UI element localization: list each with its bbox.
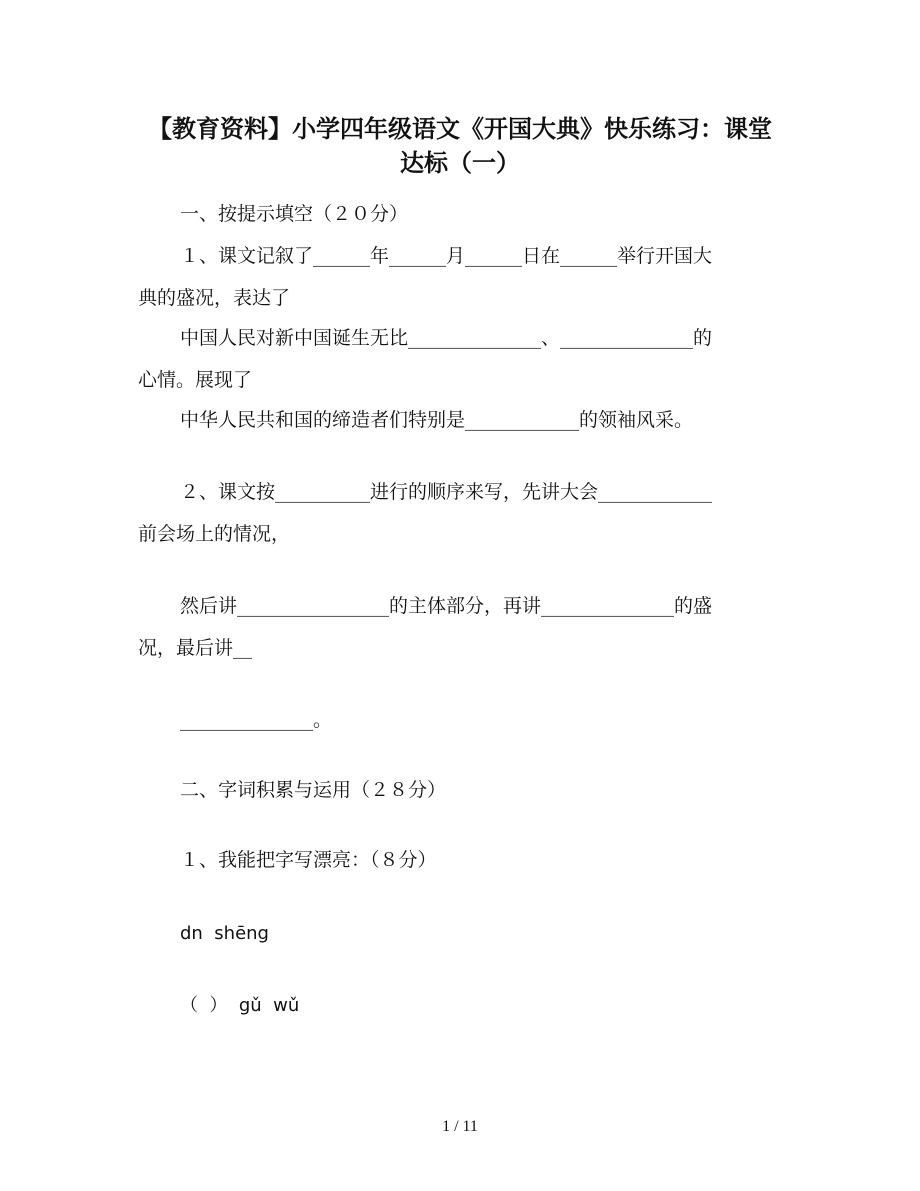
q2-line-4: 况，最后讲__ (138, 637, 253, 659)
q1-line-5: 中华人民共和国的缔造者们特别是____________的领袖风采。 (180, 409, 694, 431)
q2-line-3: 然后讲________________的主体部分，再讲______________的盛 (180, 595, 713, 617)
q1-line-1: １、课文记叙了______年______月______日在______举行开国大 (180, 245, 713, 267)
q2-line-1: ２、课文按__________进行的顺序来写，先讲大会____________ (180, 481, 713, 503)
q1-line-4: 心情。展现了 (138, 369, 253, 391)
pinyin-line-2: （ ） gǔ wǔ (180, 995, 300, 1016)
q1-line-2: 典的盛况，表达了 (138, 287, 291, 309)
title-line-1: 【教育资料】小学四年级语文《开国大典》快乐练习：课堂 (148, 114, 772, 143)
q1-line-3: 中国人民对新中国诞生无比______________、______________的 (180, 327, 713, 349)
s2-q1-heading: １、我能把字写漂亮：（８分） (180, 849, 437, 871)
q2-line-5: ______________。 (180, 709, 333, 731)
q2-line-2: 前会场上的情况， (138, 523, 291, 545)
title-line-2: 达标（一） (400, 148, 520, 177)
section-1-heading: 一、按提示填空（２０分） (180, 203, 409, 225)
page-number: 1 / 11 (442, 1118, 478, 1135)
pinyin-line-1: dn shēng (180, 923, 269, 944)
section-2-heading: 二、字词积累与运用（２８分） (180, 779, 447, 801)
